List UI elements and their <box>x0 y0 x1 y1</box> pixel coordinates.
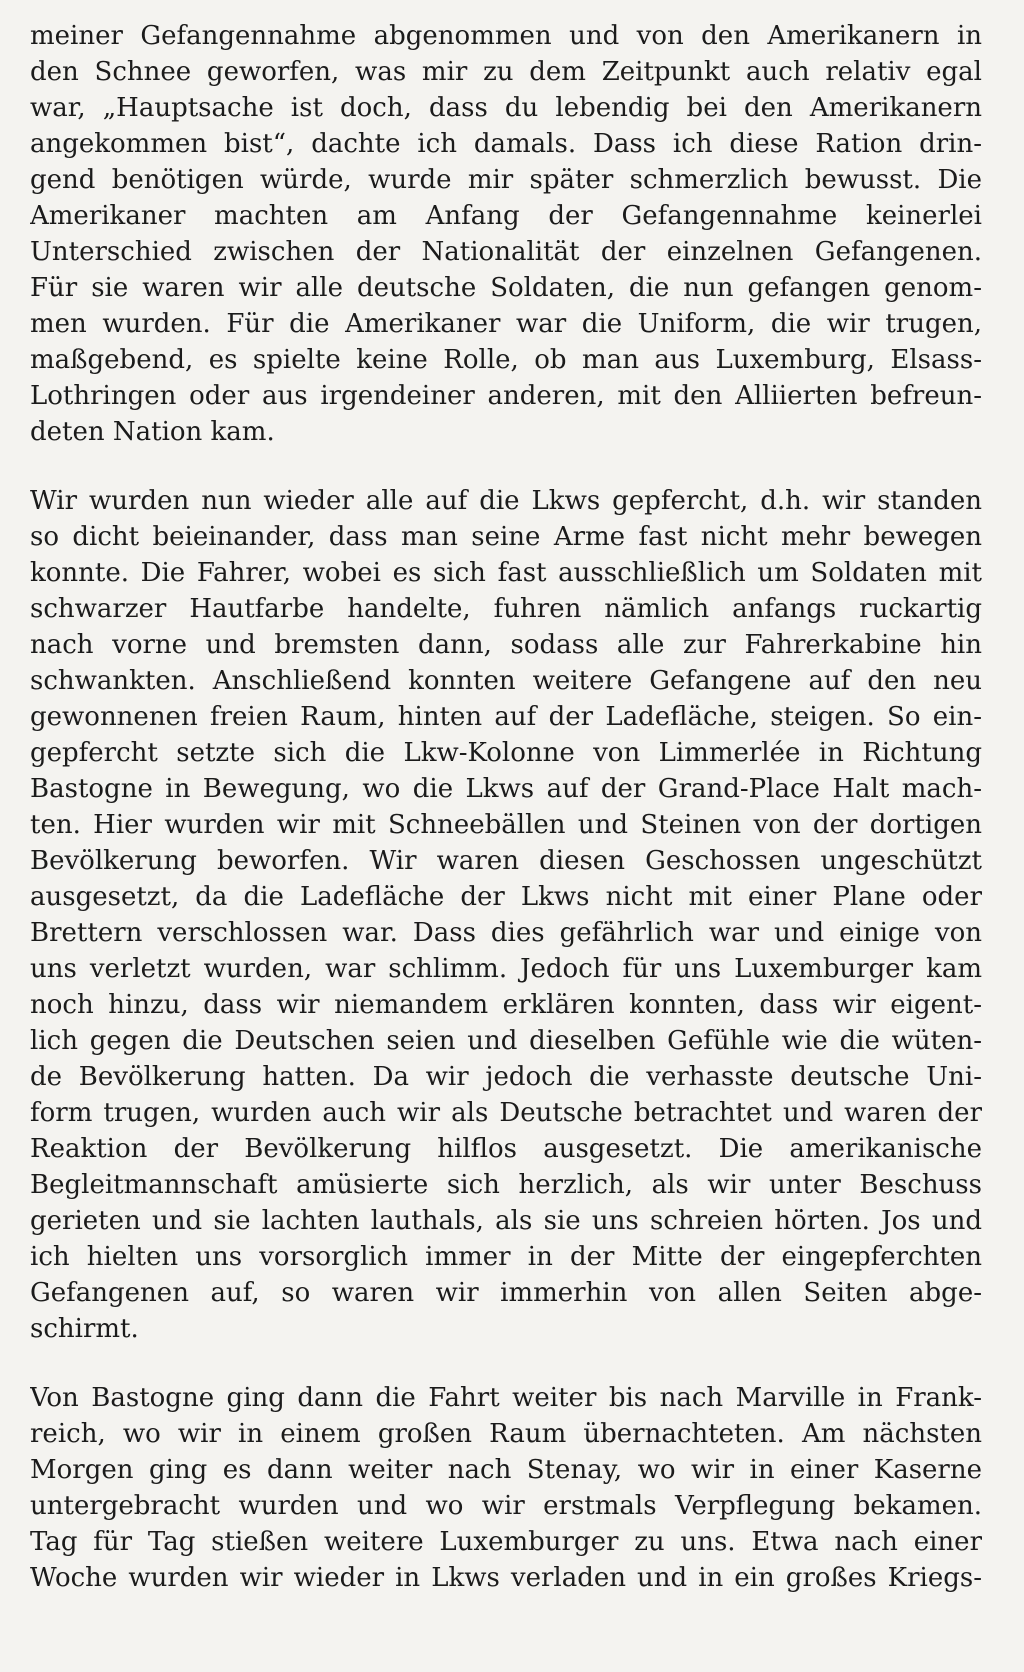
text-line: gepfercht setzte sich die Lkw-Kolonne von Limmerlée in Richtung <box>30 738 982 768</box>
body-text <box>30 18 982 1596</box>
text-line: deten Nation kam. <box>30 417 275 447</box>
text-line: Woche wurden wir wieder in Lkws verladen und in ein großes Kriegs- <box>30 1563 982 1593</box>
text-line: gerieten und sie lachten lauthals, als sie uns schreien hörten. Jos und <box>30 1206 982 1236</box>
text-line: Wir wurden nun wieder alle auf die Lkws gepfercht, d.h. wir standen <box>30 486 982 516</box>
text-line: Bevölkerung beworfen. Wir waren diesen Geschossen ungeschützt <box>30 846 982 876</box>
text-line: ausgesetzt, da die Ladefläche der Lkws nicht mit einer Plane oder <box>30 882 982 912</box>
text-line: Morgen ging es dann weiter nach Stenay, wo wir in einer Kaserne <box>30 1455 982 1485</box>
text-line: schwarzer Hautfarbe handelte, fuhren nämlich anfangs ruckartig <box>30 594 982 624</box>
text-line: noch hinzu, dass wir niemandem erklären konnten, dass wir eigent- <box>30 990 982 1020</box>
text-line: Für sie waren wir alle deutsche Soldaten, die nun gefangen genom- <box>30 273 982 303</box>
text-line: Brettern verschlossen war. Dass dies gefährlich war und einige von <box>30 918 982 948</box>
text-line: ten. Hier wurden wir mit Schneebällen und Steinen von der dortigen <box>30 810 982 840</box>
text-line: Unterschied zwischen der Nationalität der einzelnen Gefangenen. <box>30 237 982 267</box>
text-line: men wurden. Für die Amerikaner war die Uniform, die wir trugen, <box>30 309 982 339</box>
paragraph-gap <box>30 450 982 483</box>
paragraph-2 <box>30 483 982 1347</box>
text-line: ich hielten uns vorsorglich immer in der Mitte der eingepferchten <box>30 1242 982 1272</box>
text-line: Amerikaner machten am Anfang der Gefangennahme keinerlei <box>30 201 982 231</box>
text-line: reich, wo wir in einem großen Raum übernachteten. Am nächsten <box>30 1419 982 1449</box>
text-line: so dicht beieinander, dass man seine Arme fast nicht mehr bewegen <box>30 522 982 552</box>
text-line: de Bevölkerung hatten. Da wir jedoch die verhasste deutsche Uni- <box>30 1062 982 1092</box>
text-line: Reaktion der Bevölkerung hilflos ausgesetzt. Die amerikanische <box>30 1134 982 1164</box>
text-line: Von Bastogne ging dann die Fahrt weiter bis nach Marville in Frank- <box>30 1383 982 1413</box>
text-line: Gefangenen auf, so waren wir immerhin von allen Seiten abge- <box>30 1278 982 1308</box>
text-line: schirmt. <box>30 1314 139 1344</box>
text-line: maßgebend, es spielte keine Rolle, ob man aus Luxemburg, Elsass- <box>30 345 982 375</box>
text-line: Lothringen oder aus irgendeiner anderen, mit den Alliierten befreun- <box>30 381 982 411</box>
text-line: Bastogne in Bewegung, wo die Lkws auf der Grand-Place Halt mach- <box>30 774 982 804</box>
text-line: lich gegen die Deutschen seien und dieselben Gefühle wie die wüten- <box>30 1026 982 1056</box>
text-line: den Schnee geworfen, was mir zu dem Zeitpunkt auch relativ egal <box>30 57 982 87</box>
text-line: Begleitmannschaft amüsierte sich herzlich, als wir unter Beschuss <box>30 1170 982 1200</box>
text-line: war, „Hauptsache ist doch, dass du lebendig bei den Amerikanern <box>30 93 982 123</box>
paragraph-1 <box>30 18 982 450</box>
text-line: uns verletzt wurden, war schlimm. Jedoch für uns Luxemburger kam <box>30 954 982 984</box>
text-line: gend benötigen würde, wurde mir später schmerzlich bewusst. Die <box>30 165 982 195</box>
text-line: angekommen bist“, dachte ich damals. Dass ich diese Ration drin- <box>30 129 982 159</box>
text-line: form trugen, wurden auch wir als Deutsche betrachtet und waren der <box>30 1098 982 1128</box>
paragraph-3 <box>30 1380 982 1596</box>
text-line: untergebracht wurden und wo wir erstmals Verpflegung bekamen. <box>30 1491 982 1521</box>
text-line: nach vorne und bremsten dann, sodass alle zur Fahrerkabine hin <box>30 630 982 660</box>
text-line: schwankten. Anschließend konnten weitere Gefangene auf den neu <box>30 666 982 696</box>
text-line: gewonnenen freien Raum, hinten auf der Ladefläche, steigen. So ein- <box>30 702 982 732</box>
text-line: konnte. Die Fahrer, wobei es sich fast ausschließlich um Soldaten mit <box>30 558 982 588</box>
text-line: meiner Gefangennahme abgenommen und von den Amerikanern in <box>30 21 982 51</box>
text-line: Tag für Tag stießen weitere Luxemburger zu uns. Etwa nach einer <box>30 1527 982 1557</box>
paragraph-gap <box>30 1347 982 1380</box>
